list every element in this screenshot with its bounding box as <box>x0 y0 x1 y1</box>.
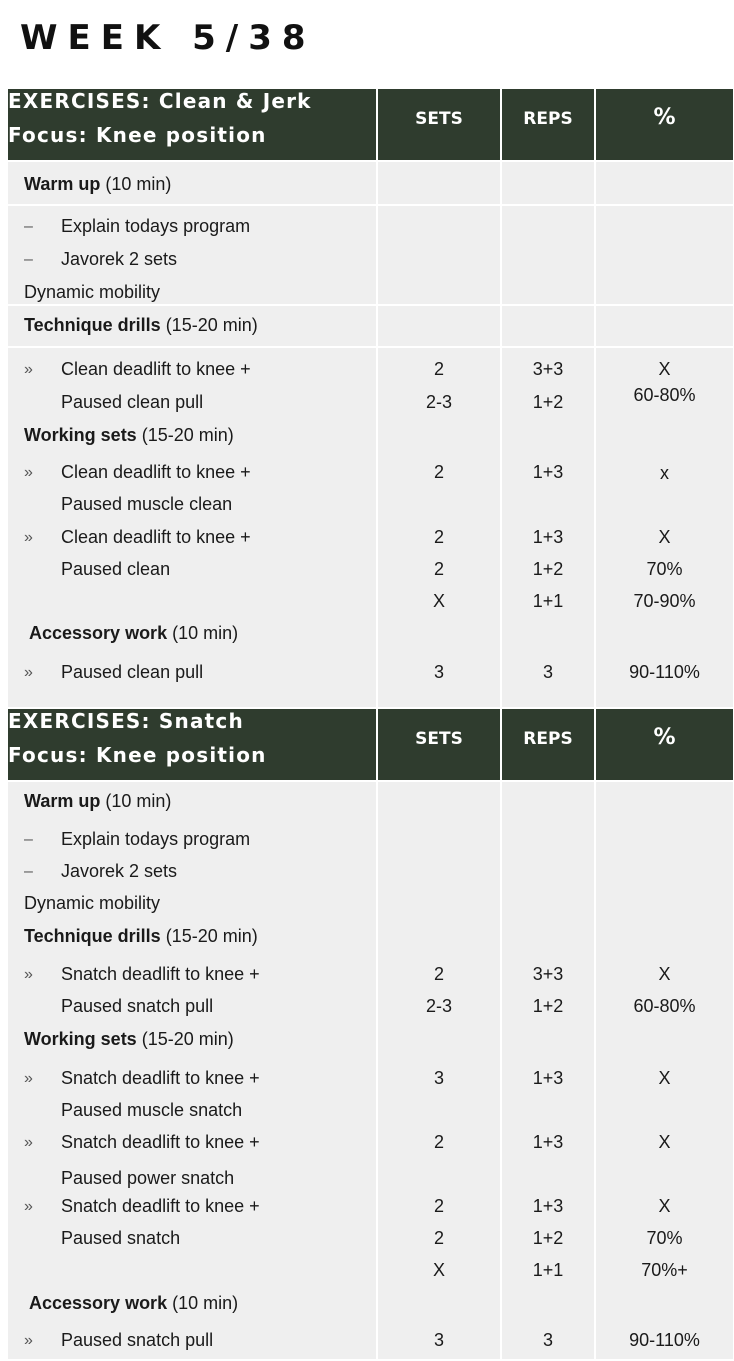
exercise-name: Snatch deadlift to knee + <box>61 1068 260 1088</box>
sets-value: 2 <box>433 1228 444 1248</box>
warmup-item: Explain todays program <box>61 829 251 849</box>
percent-value: X <box>658 1068 671 1088</box>
warmup-extra: Dynamic mobility <box>24 282 161 302</box>
percent-value: 70%+ <box>641 1260 688 1280</box>
chevron-bullet-icon: » <box>24 464 33 481</box>
chevron-bullet-icon: » <box>24 966 33 983</box>
exercise-title: EXERCISES: Clean & Jerk <box>8 89 312 113</box>
accessory-heading: Accessory work (10 min) <box>29 623 239 643</box>
warmup-item: Javorek 2 sets <box>61 249 178 269</box>
percent-column-header: % <box>596 709 733 780</box>
reps-value: 3+3 <box>532 359 564 379</box>
exercise-name: Snatch deadlift to knee + <box>61 1132 260 1152</box>
exercise-name: Paused power snatch <box>61 1168 235 1188</box>
percent-value: 70% <box>646 1228 683 1248</box>
reps-value: 1+1 <box>532 591 564 611</box>
warmup-heading: Warm up (10 min) <box>24 791 172 811</box>
table-header <box>8 709 733 780</box>
header-title-cell <box>8 709 376 780</box>
percent-value: X <box>658 359 671 379</box>
table-header <box>8 89 733 160</box>
column-background <box>596 162 733 707</box>
reps-value: 1+3 <box>532 1068 564 1088</box>
exercise-name: Paused snatch pull <box>61 1330 214 1350</box>
percent-value: 70-90% <box>633 591 696 611</box>
sets-value: 2 <box>433 964 444 984</box>
sets-value: 2-3 <box>425 392 452 412</box>
header-title-cell <box>8 89 376 160</box>
exercise-name: Paused snatch <box>61 1228 181 1248</box>
dash-bullet: – <box>24 863 33 880</box>
reps-value: 1+2 <box>532 559 564 579</box>
clean-and-jerk-table <box>8 89 733 707</box>
exercise-name: Paused snatch pull <box>61 996 214 1016</box>
sets-column-header: SETS <box>378 89 500 160</box>
reps-value: 3 <box>542 662 553 682</box>
percent-value: X <box>658 964 671 984</box>
reps-value: 1+3 <box>532 1196 564 1216</box>
exercise-name: Paused muscle snatch <box>61 1100 243 1120</box>
reps-column-header: REPS <box>502 709 594 780</box>
sets-value: 2 <box>433 527 444 547</box>
focus-title: Focus: Knee position <box>8 743 267 767</box>
warmup-extra: Dynamic mobility <box>24 893 161 913</box>
sets-value: 2-3 <box>425 996 452 1016</box>
row-divider <box>8 204 733 206</box>
chevron-bullet-icon: » <box>24 1070 33 1087</box>
exercise-name: Paused muscle clean <box>61 494 233 514</box>
sets-value: 2 <box>433 1196 444 1216</box>
percent-value: X <box>658 527 671 547</box>
warmup-item: Javorek 2 sets <box>61 861 178 881</box>
reps-value: 3 <box>542 1330 553 1350</box>
exercise-name: Paused clean <box>61 559 171 579</box>
technique-heading: Technique drills (15-20 min) <box>24 926 258 946</box>
reps-value: 1+3 <box>532 462 564 482</box>
percent-value: 60-80% <box>633 996 696 1016</box>
technique-heading: Technique drills (15-20 min) <box>24 315 258 335</box>
row-divider <box>8 304 733 306</box>
page-title: WEEK 5/38 <box>20 18 316 58</box>
focus-title: Focus: Knee position <box>8 123 267 147</box>
percent-column-header: % <box>596 89 733 160</box>
dash-bullet: – <box>24 831 33 848</box>
percent-value: 70% <box>646 559 683 579</box>
chevron-bullet-icon: » <box>24 361 33 378</box>
reps-column-header: REPS <box>502 89 594 160</box>
row-divider <box>8 346 733 348</box>
reps-value: 3+3 <box>532 964 564 984</box>
sets-value: 3 <box>433 662 444 682</box>
column-background <box>378 162 500 707</box>
sets-value: 2 <box>433 559 444 579</box>
sets-value: 3 <box>433 1330 444 1350</box>
percent-value: 90-110% <box>629 662 700 682</box>
warmup-item: Explain todays program <box>61 216 251 236</box>
exercise-name: Paused clean pull <box>61 662 204 682</box>
percent-value: 90-110% <box>629 1330 700 1350</box>
exercise-name: Clean deadlift to knee + <box>61 462 251 482</box>
chevron-bullet-icon: » <box>24 529 33 546</box>
exercise-name: Snatch deadlift to knee + <box>61 964 260 984</box>
sets-value: 2 <box>433 359 444 379</box>
warmup-heading: Warm up (10 min) <box>24 174 172 194</box>
reps-value: 1+2 <box>532 392 564 412</box>
sets-column-header: SETS <box>378 709 500 780</box>
sets-value: 2 <box>433 462 444 482</box>
dash-bullet: – <box>24 251 33 268</box>
column-background <box>502 162 594 707</box>
exercise-name: Clean deadlift to knee + <box>61 359 251 379</box>
chevron-bullet-icon: » <box>24 1332 33 1349</box>
reps-value: 1+3 <box>532 1132 564 1152</box>
sets-value: X <box>432 591 445 611</box>
percent-value: x <box>660 463 669 483</box>
accessory-heading: Accessory work (10 min) <box>29 1293 239 1313</box>
exercise-name: Clean deadlift to knee + <box>61 527 251 547</box>
reps-value: 1+3 <box>532 527 564 547</box>
working-sets-heading: Working sets (15-20 min) <box>24 425 234 445</box>
percent-value: 60-80% <box>633 385 696 405</box>
reps-value: 1+1 <box>532 1260 564 1280</box>
percent-value: X <box>658 1132 671 1152</box>
sets-value: 2 <box>433 1132 444 1152</box>
chevron-bullet-icon: » <box>24 1134 33 1151</box>
snatch-table <box>8 709 733 1359</box>
reps-value: 1+2 <box>532 996 564 1016</box>
dash-bullet: – <box>24 218 33 235</box>
exercise-name: Snatch deadlift to knee + <box>61 1196 260 1216</box>
percent-value: X <box>658 1196 671 1216</box>
sets-value: X <box>432 1260 445 1280</box>
working-sets-heading: Working sets (15-20 min) <box>24 1029 234 1049</box>
exercise-title: EXERCISES: Snatch <box>8 709 244 733</box>
chevron-bullet-icon: » <box>24 1198 33 1215</box>
exercise-name: Paused clean pull <box>61 392 204 412</box>
reps-value: 1+2 <box>532 1228 564 1248</box>
sets-value: 3 <box>433 1068 444 1088</box>
chevron-bullet-icon: » <box>24 664 33 681</box>
